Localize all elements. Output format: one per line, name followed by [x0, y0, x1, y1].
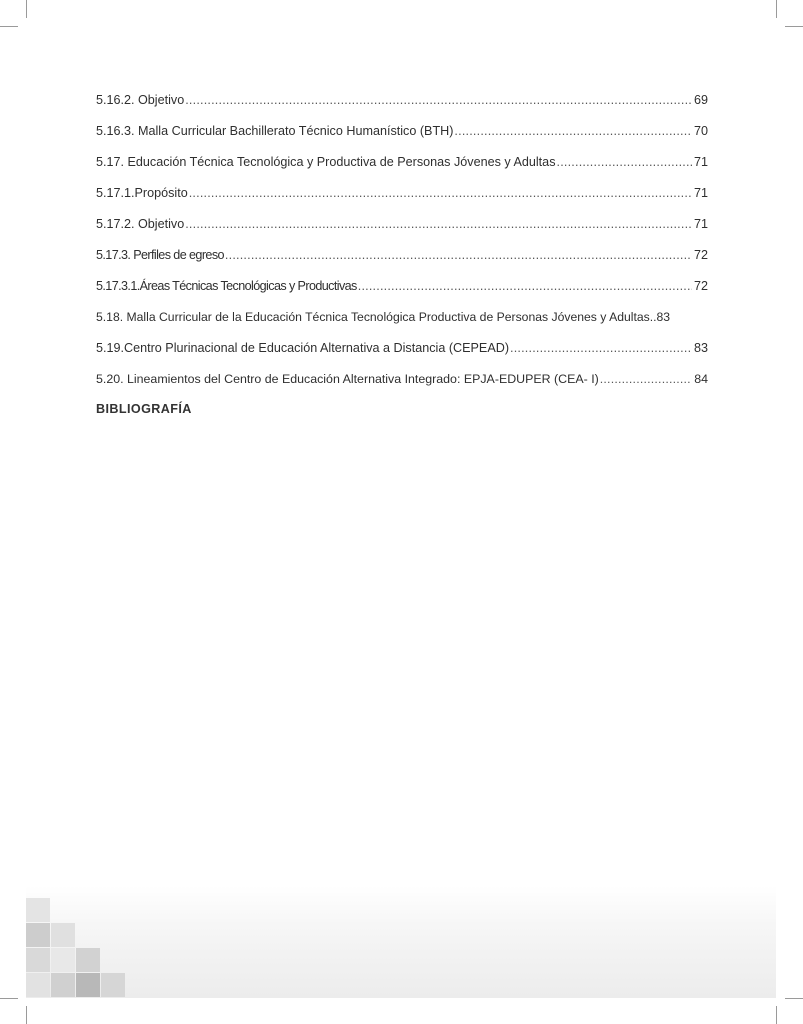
toc-leader-dots [358, 278, 692, 295]
toc-leader-dots [185, 216, 692, 233]
toc-entry-title: 5.18. Malla Curricular de la Educación Técnica Tecnológica Productiva de Personas Jóvenes y Adultas [96, 310, 650, 324]
decor-square [26, 973, 50, 997]
decor-square [101, 973, 125, 997]
crop-mark-top-right-h [785, 26, 803, 27]
toc-entry[interactable] [96, 154, 708, 185]
toc-entry-title: 5.16.2. Objetivo [96, 93, 185, 107]
crop-mark-bottom-right [776, 1006, 777, 1024]
toc-entry[interactable] [96, 185, 708, 216]
decor-square [26, 923, 50, 947]
table-of-contents [96, 92, 708, 402]
toc-entry[interactable] [96, 278, 708, 309]
toc-entry-page: 72 [693, 279, 708, 293]
toc-leader-dots [510, 340, 692, 357]
toc-entry-page: 72 [693, 248, 708, 262]
toc-entry[interactable] [96, 309, 708, 340]
crop-mark-bottom-left-h [0, 998, 18, 999]
toc-entry-title: 5.17.3. Perfiles de egreso [96, 248, 224, 262]
toc-entry-title: 5.17.2. Objetivo [96, 217, 185, 231]
toc-entry-title: 5.20. Lineamientos del Centro de Educación Alternativa Integrado: EPJA-EDUPER (CEA- I) [96, 372, 599, 386]
bibliography-heading[interactable]: BIBLIOGRAFÍA [96, 402, 192, 416]
toc-entry-title: 5.16.3. Malla Curricular Bachillerato Técnico Humanístico (BTH) [96, 124, 454, 138]
crop-mark-top-right [776, 0, 777, 18]
decor-square [26, 948, 50, 972]
toc-entry-page: 70 [693, 124, 708, 138]
toc-leader-dots [600, 371, 692, 388]
toc-entry-page: 84 [694, 372, 708, 386]
toc-entry[interactable] [96, 92, 708, 123]
toc-entry-page: 71 [693, 217, 708, 231]
toc-entry[interactable] [96, 340, 708, 371]
footer-gradient-band [26, 886, 776, 998]
toc-entry[interactable] [96, 123, 708, 154]
decor-square [51, 973, 75, 997]
toc-entry-title: 5.17.3.1.Áreas Técnicas Tecnológicas y Productivas [96, 279, 357, 293]
toc-entry-title: 5.17.1.Propósito [96, 186, 188, 200]
crop-mark-top-left-h [0, 26, 18, 27]
decor-square [76, 948, 100, 972]
toc-entry-page: 83 [693, 341, 708, 355]
toc-entry[interactable] [96, 216, 708, 247]
toc-entry-title: 5.17. Educación Técnica Tecnológica y Productiva de Personas Jóvenes y Adultas [96, 155, 556, 169]
crop-mark-top-left [26, 0, 27, 18]
toc-entry-page: 71 [693, 186, 708, 200]
toc-entry[interactable] [96, 371, 708, 402]
crop-mark-bottom-left [26, 1006, 27, 1024]
toc-leader-dots [189, 185, 692, 202]
toc-entry[interactable] [96, 247, 708, 278]
toc-leader-dots [454, 123, 692, 140]
toc-entry-page: ..83 [649, 310, 671, 324]
toc-entry-page: 71 [693, 155, 708, 169]
decor-square [26, 898, 50, 922]
decor-square [51, 923, 75, 947]
decor-square [76, 973, 100, 997]
decor-square [51, 948, 75, 972]
toc-leader-dots [225, 247, 692, 264]
crop-mark-bottom-right-h [785, 998, 803, 999]
toc-leader-dots [557, 154, 692, 171]
toc-entry-title: 5.19.Centro Plurinacional de Educación Alternativa a Distancia (CEPEAD) [96, 341, 510, 355]
toc-entry-page: 69 [693, 93, 708, 107]
toc-leader-dots [185, 92, 692, 109]
